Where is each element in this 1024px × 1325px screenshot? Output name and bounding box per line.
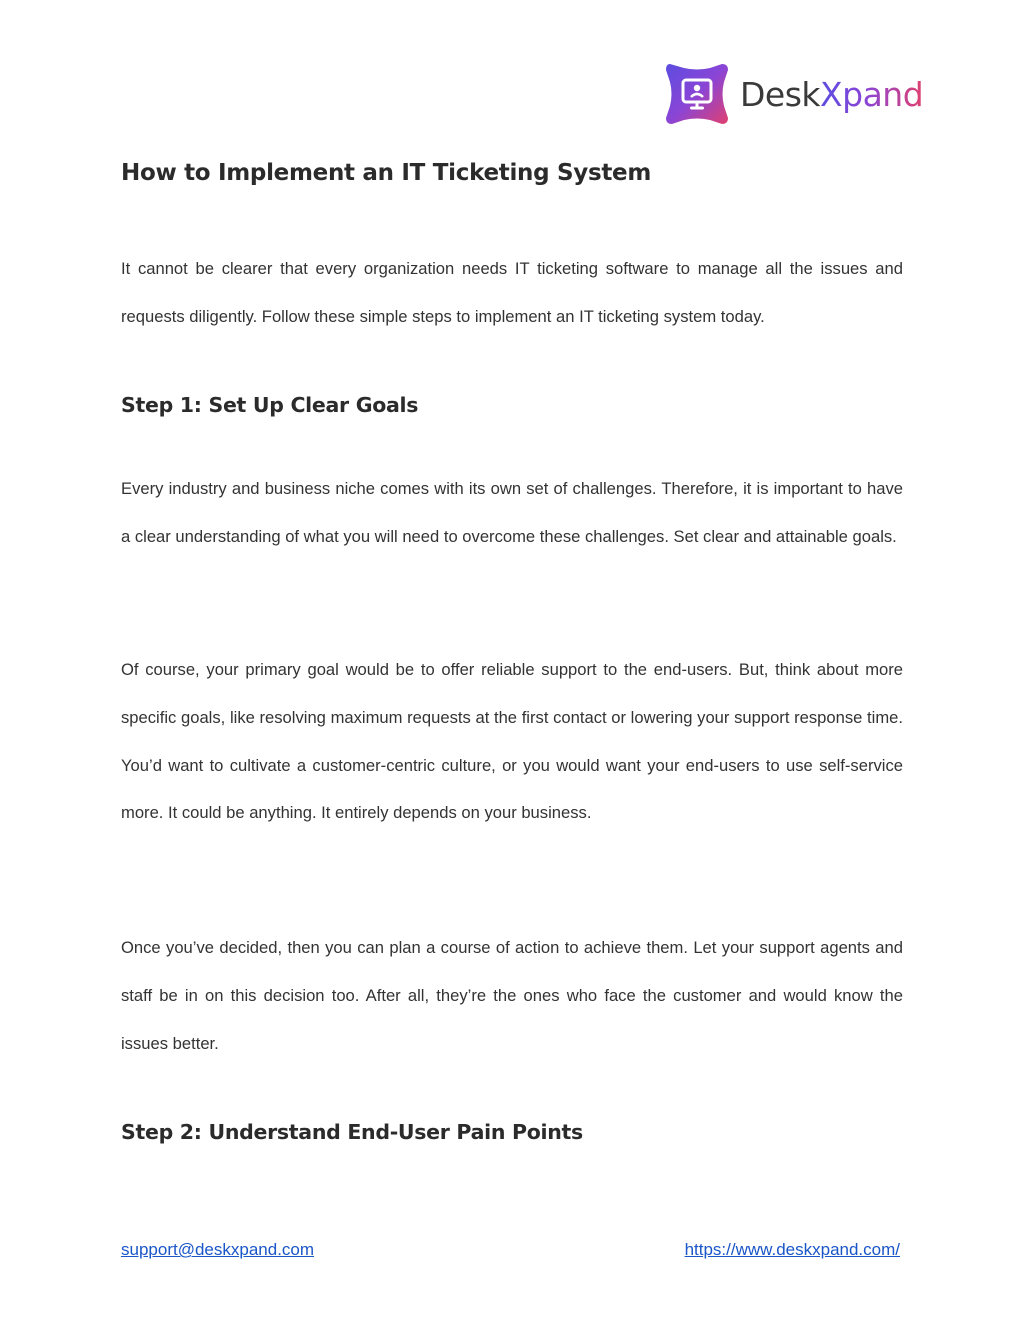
monitor-user-icon bbox=[664, 60, 730, 128]
step1-paragraph-3: Once you’ve decided, then you can plan a course of action to achieve them. Let your support agents and staff be in on this decision too. After all, they’re the ones who face the customer and would know the issues better. bbox=[121, 938, 903, 1053]
step2-heading: Step 2: Understand End-User Pain Points bbox=[121, 1120, 583, 1144]
brand-name-desk: Desk bbox=[740, 74, 821, 114]
step1-paragraph-2: Of course, your primary goal would be to offer reliable support to the end-users. But, think about more specific goals, like resolving maximum requests at the first contact or lowering your support response time. You’d want to cultivate a customer-centric culture, or you would want your end-users to use self-service more. It could be anything. It entirely depends on your business. bbox=[121, 660, 903, 823]
footer-email-link[interactable]: support@deskxpand.com bbox=[121, 1240, 315, 1259]
page-title: How to Implement an IT Ticketing System bbox=[121, 160, 651, 186]
step1-heading: Step 1: Set Up Clear Goals bbox=[121, 393, 419, 417]
step1-paragraph-1: Every industry and business niche comes with its own set of challenges. Therefore, it is important to have a clear understanding of what you will need to overcome these challenges. Set clear and attainable goals. bbox=[121, 479, 903, 546]
brand-name bbox=[740, 74, 924, 114]
brand-name-xpand: Xpand bbox=[820, 74, 924, 114]
footer-website-link[interactable]: https://www.deskxpand.com/ bbox=[684, 1240, 900, 1259]
intro-paragraph: It cannot be clearer that every organization needs IT ticketing software to manage all the issues and requests diligently. Follow these simple steps to implement an IT ticketing system today. bbox=[121, 259, 903, 326]
brand-logo bbox=[664, 60, 923, 128]
